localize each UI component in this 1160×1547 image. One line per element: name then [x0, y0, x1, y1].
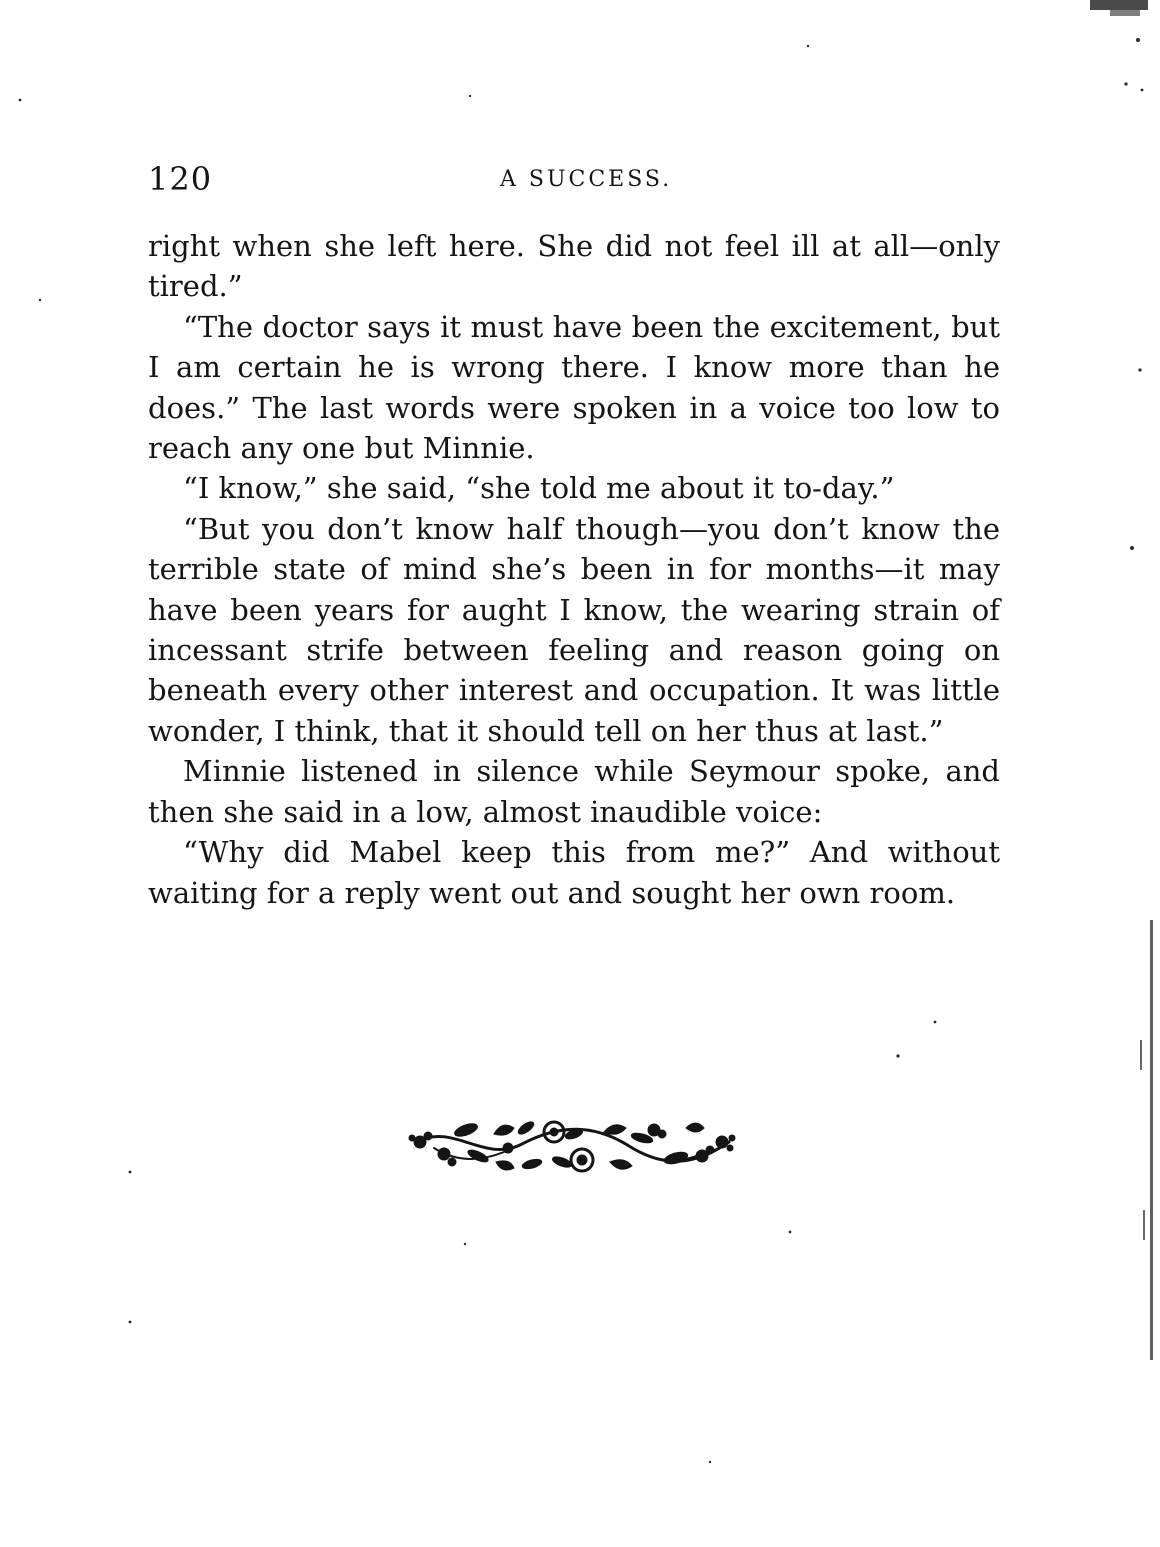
- paragraph-2: “The doctor says it must have been the excitement, but I am certain he is wrong there. I know more than he does.” The last words were spoken in a voice too low to reach any one but Minnie.: [148, 309, 1000, 466]
- running-title: A SUCCESS.: [500, 167, 673, 192]
- paragraph-1: right when she left here. She did not feel ill at all—only tired.”: [148, 229, 1000, 304]
- paragraph-3: “I know,” she said, “she told me about it to-day.”: [183, 471, 895, 506]
- floral-vine-ornament-icon: [404, 1112, 739, 1182]
- paragraph-4: “But you don’t know half though—you don’t know the terrible state of mind she’s been in for months—it may have been years for aught I know, the wearing strain of incessant strife between feeling and reason going on beneath every other interest and occupation. It was little wonder, I think, that it should tell on her thus at last.”: [148, 511, 1000, 748]
- paragraph-5: Minnie listened in silence while Seymour spoke, and then she said in a low, almost inaudible voice:: [148, 754, 1000, 829]
- body-text: [148, 226, 1000, 913]
- running-head: [148, 160, 1000, 200]
- paragraph-6: “Why did Mabel keep this from me?” And without waiting for a reply went out and sought her own room.: [148, 835, 1000, 910]
- page-number: 120: [148, 160, 213, 198]
